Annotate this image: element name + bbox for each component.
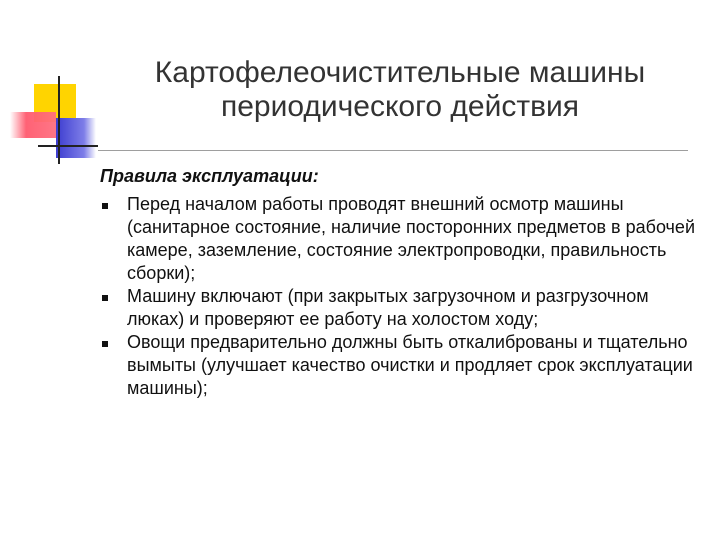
decoration-vertical-line (58, 76, 60, 164)
section-subtitle: Правила эксплуатации: (100, 166, 319, 186)
square-bullet-icon (102, 203, 108, 209)
decoration-red-bar (10, 112, 56, 138)
slide-title-line-2: периодического действия (220, 90, 580, 123)
slide-title-line-1: Картофелеочистительные машины (154, 56, 646, 89)
bullet-text: Перед началом работы проводят внешний осмотр машины (санитарное состояние, наличие посторонних предметов в рабочей камере, заземление, состояние электропроводки, правильность сборки); (127, 194, 696, 283)
bullet-item (100, 193, 700, 285)
square-bullet-icon (102, 295, 108, 301)
bullet-item (100, 331, 700, 400)
title-divider (98, 150, 688, 151)
bullet-list (100, 193, 700, 400)
bullet-text: Машину включают (при закрытых загрузочном и разгрузочном люках) и проверяют ее работу на холостом ходу; (127, 286, 649, 329)
decoration-blue-square (56, 118, 96, 158)
decoration-horizontal-line (38, 145, 98, 147)
bullet-item (100, 285, 700, 331)
bullet-text: Овощи предварительно должны быть откалиброваны и тщательно вымыты (улучшает качество очистки и продляет срок эксплуатации машины); (127, 332, 693, 398)
slide-title (100, 56, 700, 124)
square-bullet-icon (102, 341, 108, 347)
